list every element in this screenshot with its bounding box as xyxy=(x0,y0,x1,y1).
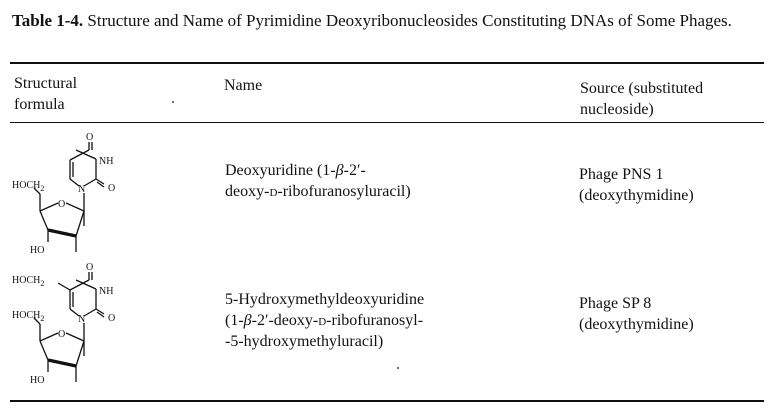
struct2-hoch2: $HOCH_2$ xyxy=(12,310,45,323)
table-caption xyxy=(12,10,772,31)
table-number: Table 1-4. xyxy=(12,11,84,30)
scan-speck xyxy=(172,101,174,103)
structure-deoxyuridine xyxy=(0,126,200,266)
struct1-hoch2: $HOCH_2$ xyxy=(12,180,45,193)
struct1-o-top: O xyxy=(86,132,94,143)
header-separator-rule xyxy=(10,122,764,123)
header-name: Name xyxy=(224,77,263,94)
row1-name: Deoxyuridine (1-β-2′- deoxy-d-ribofuranosyluracil) xyxy=(225,162,411,200)
struct2-ho: HO xyxy=(30,375,45,386)
struct2-o-right: O xyxy=(108,313,116,324)
structure-hydroxymethyldeoxyuridine xyxy=(0,256,200,396)
struct1-nh: NH xyxy=(99,156,114,167)
table-top-rule xyxy=(10,62,764,64)
struct1-ring-o: O xyxy=(58,199,66,210)
struct2-n1: N xyxy=(78,314,86,325)
header-source: Source (substituted nucleoside) xyxy=(580,80,704,118)
struct2-nh: NH xyxy=(99,286,114,297)
struct1-ho: HO xyxy=(30,245,45,256)
row2-source: Phage SP 8 (deoxythymidine) xyxy=(579,295,694,333)
scan-speck xyxy=(397,367,399,369)
struct2-hoch2-sub: $HOCH_2$ xyxy=(12,275,45,288)
table-title: Structure and Name of Pyrimidine Deoxyribonucleosides Constituting DNAs of Some Phages. xyxy=(83,11,732,30)
table-bottom-rule xyxy=(10,400,764,402)
row1-source: Phage PNS 1 (deoxythymidine) xyxy=(579,166,694,204)
header-structural-formula: Structural formula xyxy=(14,75,78,113)
struct1-o-right: O xyxy=(108,183,116,194)
row2-name: 5-Hydroxymethyldeoxyuridine (1-β-2′-deoxy-d-ribofuranosyl- -5-hydroxymethyluracil) xyxy=(225,291,425,350)
struct2-ring-o: O xyxy=(58,329,66,340)
struct1-n1: N xyxy=(78,184,86,195)
struct2-o-top: O xyxy=(86,262,94,273)
